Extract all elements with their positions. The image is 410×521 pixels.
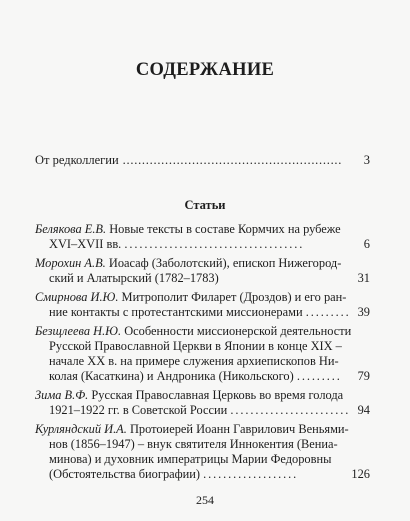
toc-entry-title-line: минова) и духовник императрицы Марии Федоровны [49, 452, 332, 466]
toc-entry-title-line: 1921–1922 гг. в Советской России [49, 403, 228, 417]
toc-entry-title-line: нов (1856–1947) – внук святителя Иннокентия (Вениа- [49, 437, 338, 451]
toc-entry-title-line: ский и Алатырский (1782–1783) [49, 271, 219, 285]
toc-entry-title-line: Русская Православная Церковь во время голода [91, 388, 344, 402]
toc-entry-title-line: Протоиерей Иоанн Гаврилович Веньями- [129, 422, 349, 436]
toc-entry-title-line: колая (Касаткина) и Андроника (Никольского) [49, 369, 294, 383]
toc-entry-author: Смирнова И.Ю. [35, 290, 119, 304]
toc-page-number: 6 [363, 237, 370, 251]
section-heading: Статьи [184, 198, 226, 212]
toc-entry-author: Морохин А.В. [35, 256, 106, 270]
page-number-footer: 254 [196, 493, 214, 507]
toc-entry-intro [35, 153, 370, 168]
toc-entry-title-line: Особенности миссионерской деятельности [124, 324, 352, 338]
toc-page-number: 31 [357, 271, 370, 285]
leader-dots: . . . . . . . . . . . . . . . . . . . . . . . . [230, 403, 348, 417]
toc-page-number: 94 [357, 403, 370, 417]
toc-entry-title-line: ние контакты с протестантскими миссионерами [49, 305, 303, 319]
leader-dots: . . . . . . . . . . . . . . . . . . . . . . . . . . . . . . . . . . . . [124, 237, 302, 251]
toc-entry [35, 290, 375, 320]
toc-entry-title-line: Новые тексты в составе Кормчих на рубеже [109, 222, 341, 236]
toc-entry-author: Белякова Е.В. [35, 222, 107, 236]
toc-page-number: 3 [363, 153, 370, 167]
toc-entry-author: Зима В.Ф. [35, 388, 89, 402]
leader-dots: . . . . . . . . . [296, 369, 340, 383]
toc-page-number: 79 [357, 369, 370, 383]
toc-entry-title-line: начале XX в. на примере служения архиепископов Ни- [49, 354, 339, 368]
leader-dots: . . . . . . . . . . . . . . . . . . . [203, 467, 296, 481]
leader-dots: . . . . . . . . . [305, 305, 349, 319]
toc-entry-title-line: Русской Православной Церкви в Японии в конце XIX – [49, 339, 342, 353]
toc-entry [35, 222, 375, 252]
toc-page-number: 126 [351, 467, 370, 481]
toc-entry-title-line: XVI–XVII вв. [49, 237, 122, 251]
toc-entry [35, 388, 375, 418]
toc-entry [35, 256, 375, 286]
leader-dots [123, 153, 342, 168]
toc-entry-author: Безщлеева Н.Ю. [35, 324, 122, 338]
toc-entries [35, 222, 375, 486]
toc-entry [35, 324, 375, 384]
toc-entry-title-line: (Обстоятельства биографии) [49, 467, 201, 481]
toc-page-number: 39 [357, 305, 370, 319]
toc-entry-title-line: Митрополит Филарет (Дроздов) и его ран- [121, 290, 347, 304]
toc-entry-label: От редколлегии [35, 153, 119, 167]
toc-entry-author: Курляндский И.А. [35, 422, 127, 436]
toc-entry-title-line: Иоасаф (Заболотский), епископ Нижегород- [108, 256, 342, 270]
page-title: СОДЕРЖАНИЕ [135, 60, 275, 80]
toc-entry [35, 422, 375, 482]
